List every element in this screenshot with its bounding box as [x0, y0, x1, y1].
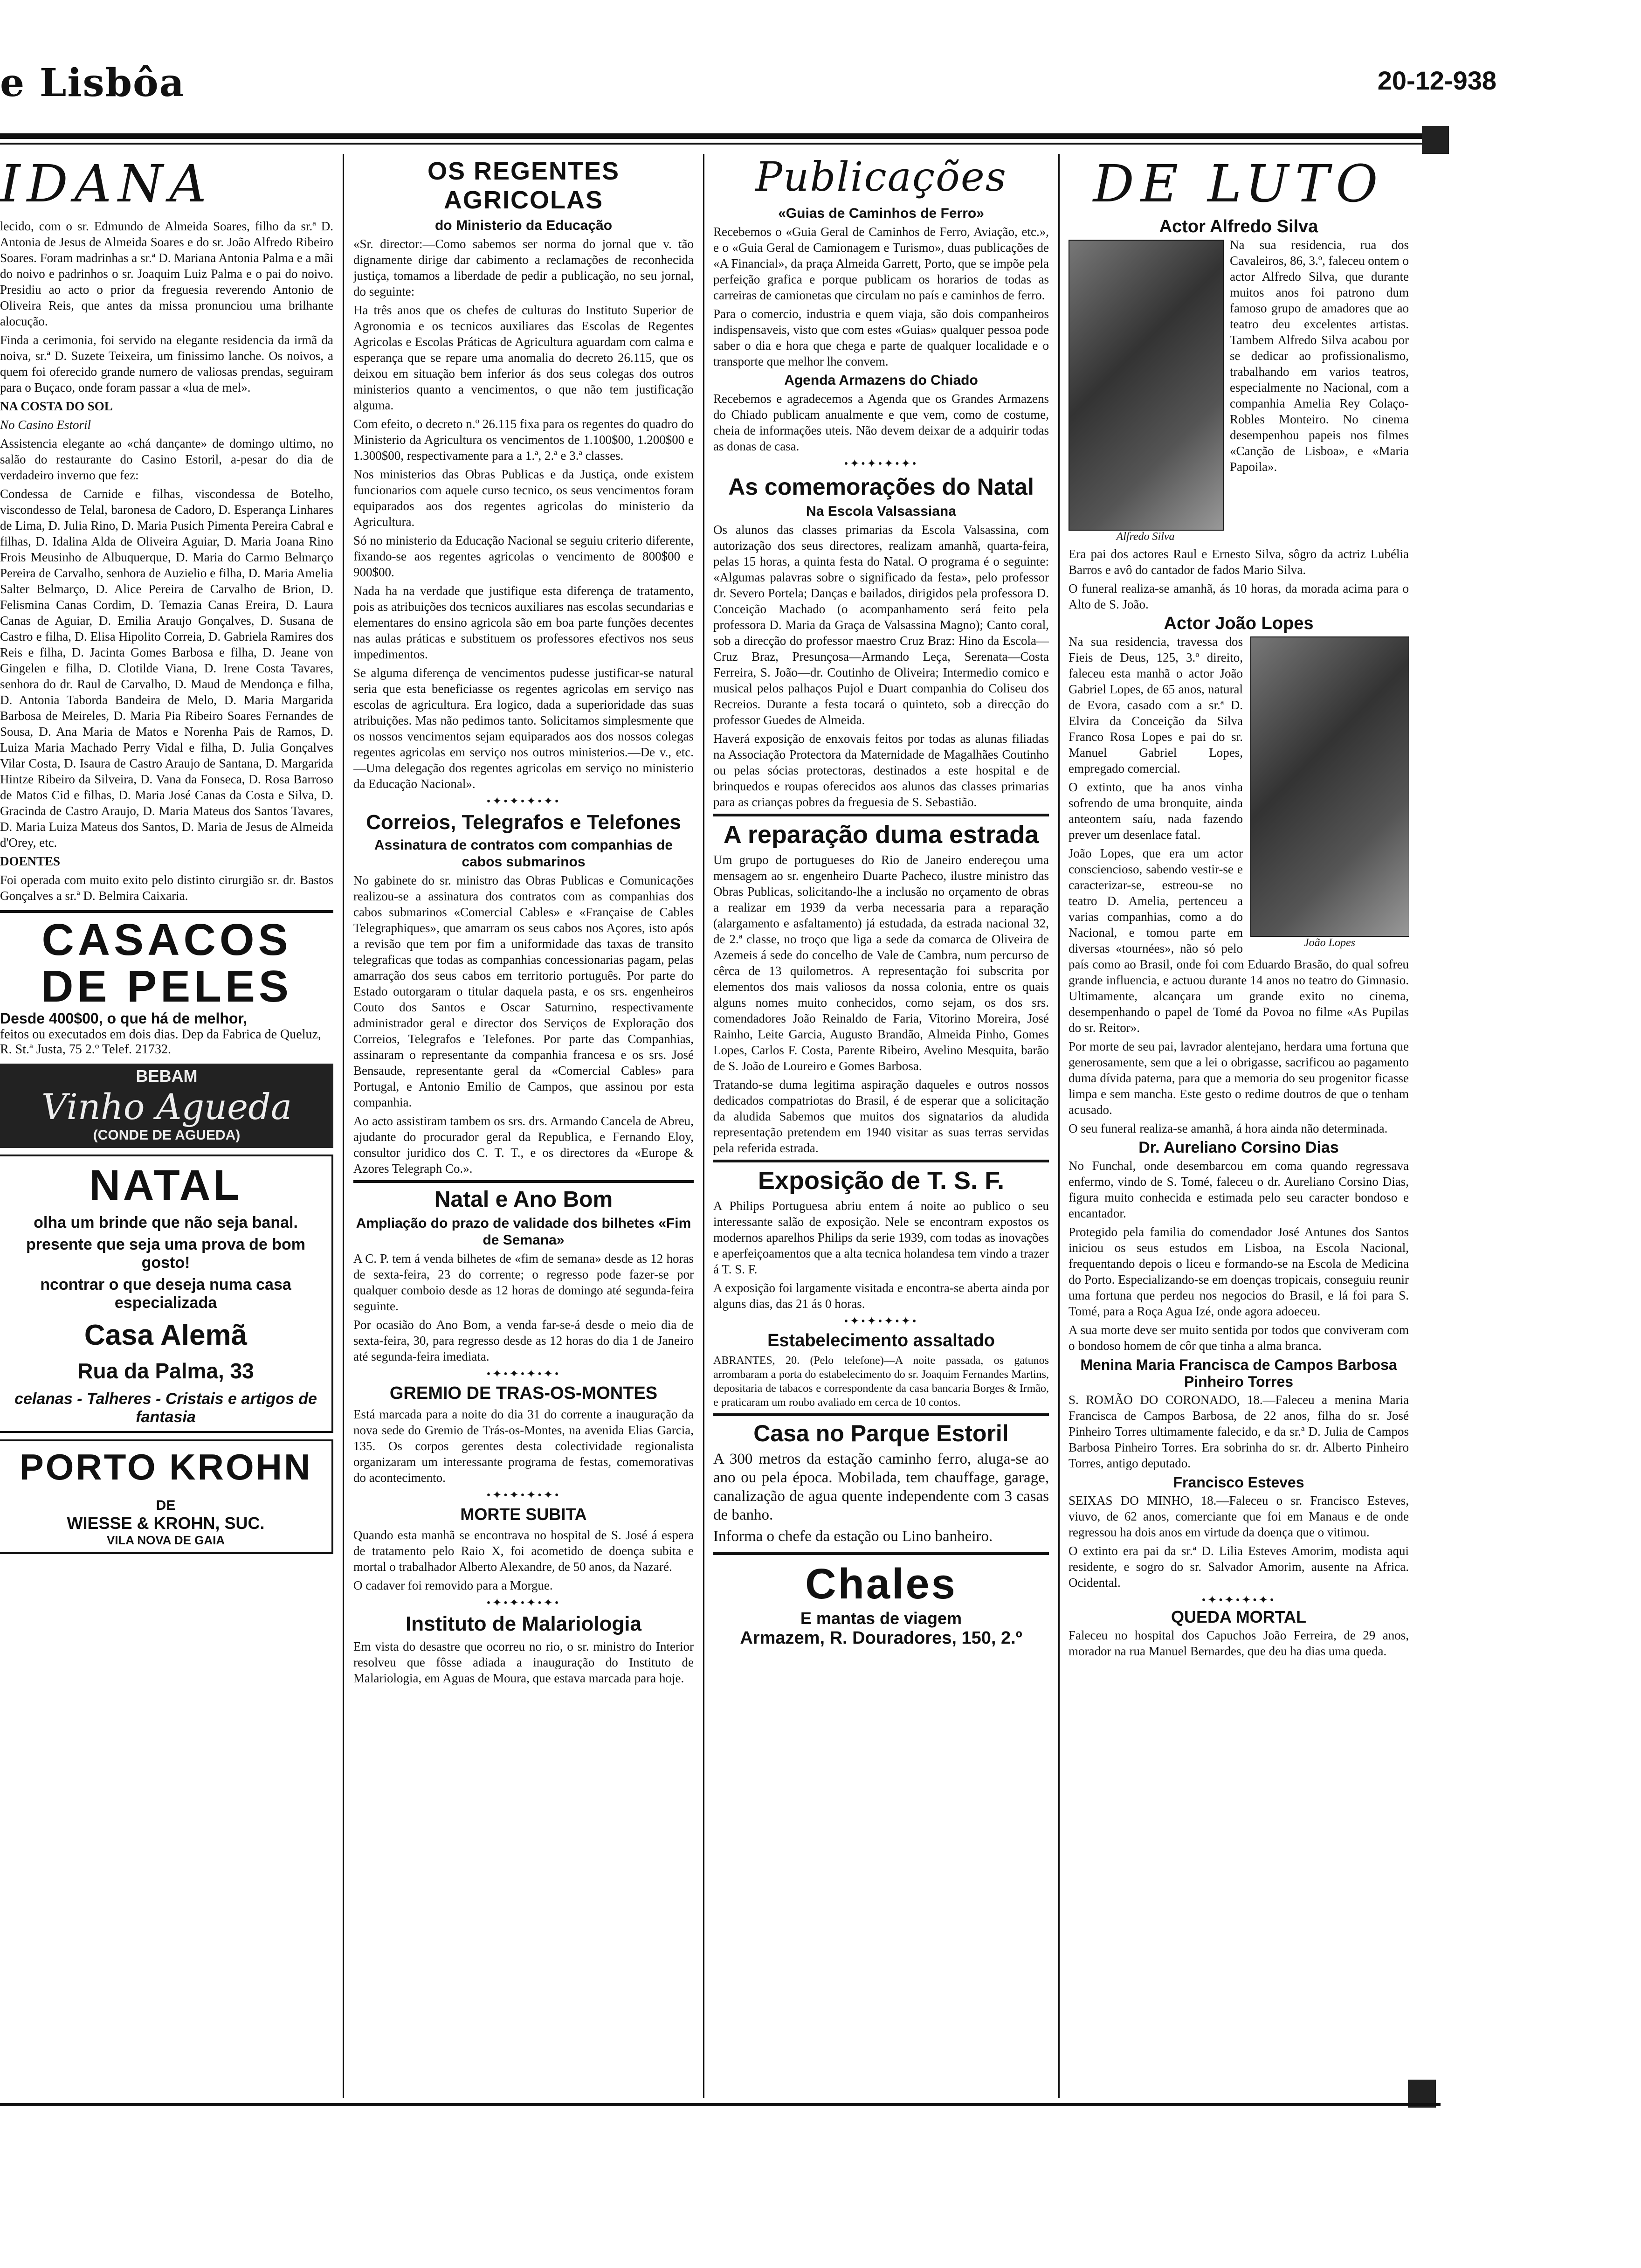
divider	[713, 814, 1049, 816]
paragraph: Era pai dos actores Raul e Ernesto Silva, sôgro da actriz Lubélia Barros e avô do cantador de fados Mario Silva.	[1069, 547, 1409, 577]
paragraph: Informa o chefe da estação ou Lino banheiro.	[713, 1528, 993, 1545]
portrait-image	[1250, 636, 1409, 937]
article-title: Correios, Telegrafos e Telefones	[366, 811, 681, 834]
ornament-divider: •✦•✦•✦•✦•	[486, 1489, 561, 1501]
ornament-divider: •✦•✦•✦•✦•	[486, 1368, 561, 1380]
paragraph: Quando esta manhã se encontrava no hospital de S. José á espera de tratamento pelo Raio X, foi acometido de doença subita e mortal o trabalhador Alberto Alexandre, de 50 anos, da Nazaré.	[353, 1528, 694, 1574]
masthead-title: e Lisbôa	[0, 61, 185, 105]
article-title: Menina Maria Francisca de Campos Barbosa Pinheiro Torres	[1080, 1356, 1397, 1390]
paragraph: Se alguma diferença de vencimentos pudesse justificar-se natural seria que esta beneficiasse os regentes agricolas em serviço nas escolas de agricultura. Era logico, dada a superioridade das suas atribuições. Mas não pedimos tanto. Solicitamos simplesmente que os nossos vencimentos sejam equiparados aos dos nossos colegas regentes agricolas em serviço nos outros ministerios.—De v., etc.—Uma delegação dos regentes agricolas em serviço no ministerio da Educação Nacional».	[353, 666, 694, 791]
column-4	[1069, 154, 1409, 2098]
article-title: «Guias de Caminhos de Ferro»	[778, 206, 984, 221]
paragraph: Protegido pela familia do comendador José Antunes dos Santos iniciou os seus estudos em Lisboa, na Escola Nacional, frequentando depois o liceu e formando-se na Escola de Medicina do Porto. Especializando-se em doenças tropicais, conseguiu reunir uma fortuna que perdeu nos negocios do Brasil, e lá foi para S. Tomé, para a Roça Agua Izé, onde agora adoeceu.	[1069, 1225, 1409, 1318]
paragraph: Em vista do desastre que ocorreu no rio, o sr. ministro do Interior resolveu que fôsse adiada a inauguração do Instituto de Malariologia, em Aguas de Moura, que estava marcada para hoje.	[353, 1639, 694, 1685]
ad-chales	[713, 1552, 1049, 1648]
paragraph: Ao acto assistiram tambem os srs. drs. Armando Cancela de Abreu, ajudante do procurador geral da Republica, e Fernando Eloy, consultor juridico dos C. T. T., e os directores da «Europe & Azores Telegraph Co.».	[353, 1114, 694, 1175]
ad-casacos-line2: DE PELES	[41, 961, 292, 1011]
ad-vinho-main: Vinho Agueda	[41, 1086, 292, 1127]
subheading-italic: No Casino Estoril	[0, 418, 91, 432]
divider	[713, 1160, 1049, 1162]
section-heading: DE LUTO	[1093, 154, 1385, 214]
paragraph: Na sua residencia, travessa dos Fieis de Deus, 125, 3.º direito, faleceu esta manhã o actor João Gabriel Lopes, de 65 anos, natural de Evora, casado com a sr.ª D. Elvira da Conceição da Silva Franco Rosa Lopes e pai do sr. Manuel Gabriel Lopes, empregado comercial.	[1069, 635, 1243, 775]
column-2	[353, 154, 694, 2098]
article-title: As comemorações do Natal	[728, 474, 1034, 500]
paragraph: A exposição foi largamente visitada e encontra-se aberta ainda por alguns dias, das 21 ás 0 horas.	[713, 1281, 1049, 1311]
photo-alfredo	[1069, 240, 1222, 543]
column-rule	[343, 154, 344, 2098]
article-subtitle: Assinatura de contratos com companhias de cabos submarinos	[374, 837, 673, 870]
section-heading: IDANA	[0, 154, 213, 214]
ornament-divider: •✦•✦•✦•✦•	[1201, 1594, 1276, 1606]
ad-natal-goods: celanas - Talheres - Cristais e artigos de fantasia	[14, 1390, 317, 1426]
footer-rule	[0, 2103, 1441, 2106]
paragraph: Nos ministerios das Obras Publicas e da Justiça, onde existem funcionarios com aquele curso tecnico, os seus vencimentos foram equiparados aos dos regentes agricolas do ministerio da Agricultura.	[353, 467, 694, 529]
article-title: GREMIO DE TRAS-OS-MONTES	[389, 1383, 658, 1403]
ornament-divider: •✦•✦•✦•✦•	[844, 458, 918, 470]
paragraph: Faleceu no hospital dos Capuchos João Ferreira, de 29 anos, morador na rua Manuel Bernardes, que deu ha dias uma queda.	[1069, 1628, 1409, 1658]
ad-porto-de: DE	[156, 1498, 176, 1513]
paragraph: Condessa de Carnide e filhas, viscondessa de Botelho, viscondesso de Telal, baronesa de Cadoro, D. Esperança Linhares de Lima, D. Julia Rino, D. Maria Pusich Pimenta Pereira Cabral e filhas, D. Idalina Alda de Oliveira Aguiar, D. Maria Joana Rino Frois Meusinho de Albuquerque, D. Maria do Carmo Belmarço Pereira de Carvalho, senhora de Auzielio e filha, D. Maria Amelia Salter Belmarço, D. Alice Pereira de Carvalho de Brion, D. Felismina Canas Cordim, D. Temazia Canas Ereira, D. Laura Canas de Aguiar, D. Emilia Araujo Gonçalves, D. Susana de Castro e filha, D. Elisa Hipolito Correia, D. Gabriela Ramires dos Reis e filha, D. Jacinta Gomes Barbosa e filha, D. Jeane von Gingelen e filha, D. Clotilde Viana, D. Irene Costa Tavares, senhora do dr. Raul de Carvalho, D. Maud de Mendonça e filha, D. Antonia Taborda Bandeira de Melo, D. Maria Margarida Barbosa de Meireles, D. Maria Pia Ribeiro Soares Fernandes de Sousa, D. Ana Maria de Matos e Norenha Pais de Ramos, D. Luiza Maria Machado Perry Vidal e filha, D. Julia Gonçalves Vilar Costa, D. Isaura de Castro Araujo de Santana, D. Margarida Hintze Ribeiro da Silveira, D. Vana da Fonseca, D. Rosa Barroso de Matos Cid e filhas, D. Maria José Canas da Costa e Silva, D. Gracinda de Castro Araujo, D. Maria Mateus dos Santos Tavares, D. Maria Luiza Mateus dos Santos, D. Maria de Jesus de Almeida d'Orey, etc.	[0, 487, 333, 850]
paragraph: No gabinete do sr. ministro das Obras Publicas e Comunicações realizou-se a assinatura dos contratos com as companhias dos cabos submarinos «Comercial Cables» e «Française de Cables Telegraphiques», que amarram os seus cabos nos Açores, isto após a revisão que tem por fim a uniformidade das taxas de transito telegraficas que todas as companhias concessionarias pagam, pelas amarração dos seus cabos em territorio português. Por parte do Estado outorgaram o titular daquela pasta, e os srs. engenheiros Couto dos Santos e Oscar Saturnino, respectivamente administrador geral e director dos Serviços de Exploração dos Correios, Telegrafos e Telefones. Por parte das Companhias, assinaram o representante da companhia francesa e os srs. José Bensaude, representante geral da «Comercial Cables» para Portugal, e Antonio Emilio de Campos, que assinou por esta companhia.	[353, 873, 694, 1109]
paragraph: Recebemos o «Guia Geral de Caminhos de Ferro, Aviação, etc.», e o «Guia Geral de Camionagem e Turismo», duas publicações de «A Financial», da praça Almeida Garrett, Porto, que se impõe pela perfeição grafica e porque publicam os horarios de todas as carreiras de camionetas que circulam no país e caminhos de ferro.	[713, 225, 1049, 302]
ad-natal-line: olha um brinde que não seja banal.	[34, 1214, 298, 1231]
paragraph: SEIXAS DO MINHO, 18.—Faleceu o sr. Francisco Esteves, viuvo, de 62 anos, comerciante que foi em Manaus e de onde regressou ha dois anos em virtude da doença que o vitimou.	[1069, 1494, 1409, 1539]
ad-natal-line: ncontrar o que deseja numa casa especializada	[40, 1276, 291, 1312]
photo-caption: João Lopes	[1304, 937, 1355, 949]
paragraph: Assistencia elegante ao «chá dançante» de domingo ultimo, no salão do restaurante do Casino Estoril, a-pesar do dia de verdadeiro inverno que fez:	[0, 436, 333, 482]
paragraph: Um grupo de portugueses do Rio de Janeiro endereçou uma mensagem ao sr. engenheiro Duarte Pacheco, ilustre ministro das Obras Publicas, solicitando-lhe a inclusão no orçamento de obras a realizar em 1939 da verba necessaria para a reparação (alargamento e asfaltamento) já estudada, da estrada nacional 32, de 2.ª classe, no troço que liga a sede da comarca de Oliveira de Azemeis á sede do concelho de Vale de Cambra, num percurso de cêrca de 13 quilometros. A representação foi subscrita por elementos dos mais valiosos da nossa colonia, entre os quais alguns nomes muito conhecidos, como sejam, os dos srs. comendadores João Reinaldo de Faria, Vitorino Moreira, José Rainho, Leite Garcia, Augusto Brandão, Almeida Pinho, Gomes Lopes, Carlos F. Costa, Parente Ribeiro, Avelino Mesquita, barão de S. João de Loureiro e Gomes Barbosa.	[713, 853, 1049, 1073]
article-title: Casa no Parque Estoril	[753, 1420, 1009, 1446]
article-subtitle: Na Escola Valsassiana	[806, 504, 956, 519]
ad-natal-street: Rua da Palma, 33	[77, 1359, 254, 1383]
paragraph: João Lopes, que era um actor consciencioso, sabendo vestir-se e caracterizar-se, estreou-se no teatro D. Amelia, pertenceu a varias companhias, como a do Nacional, e tomou parte em diversas «tournées», não só pelo país como ao Brasil, onde foi com Eduardo Brasão, do qual sofreu grande influencia, e actuou durante 14 anos no teatro do Gimnasio. Ultimamente, alcançara um grande exito no cinema, desempenhando o papel de Tomé da Povoa no filme «As Pupilas do sr. Reitor».	[1069, 846, 1409, 1035]
paragraph: A C. P. tem á venda bilhetes de «fim de semana» desde as 12 horas de sexta-feira, 23 do corrente; o regresso pode fazer-se por qualquer comboio desde as 12 horas de domingo até segunda-feira seguinte.	[353, 1252, 694, 1313]
ad-chales-sub: E mantas de viagem	[800, 1609, 962, 1628]
paragraph: A Philips Portuguesa abriu entem á noite ao publico o seu interessante salão de exposição. Nele se encontram expostos os modernos aparelhos Philips da serie 1939, com todas as inovações e aperfeiçoamentos que a alta tecnica holandesa tem vindo a trazer á T. S. F.	[713, 1199, 1049, 1276]
paragraph: Ha três anos que os chefes de culturas do Instituto Superior de Agronomia e os tecnicos auxiliares das Escolas de Regentes Agricolas e Escolas Práticas de Agricultura aguardam com calma e esperança que se repare uma anomalia do decreto 26.115, que os deixou em situação bem inferior ás dos seus colegas dos outros ministerios quanto a vencimentos, o que não tem justificação alguma.	[353, 303, 694, 412]
ornament-divider: •✦•✦•✦•✦•	[486, 1597, 561, 1609]
article-title: Natal e Ano Bom	[434, 1187, 613, 1212]
paragraph: Está marcada para a noite do dia 31 do corrente a inauguração da nova sede do Gremio de Trás-os-Montes, na avenida Elias Garcia, 135. Os corpos gerentes desta colectividade regionalista organizaram um interessante programa de festas, comemorativas do acontecimento.	[353, 1407, 694, 1485]
header-rule-thin	[0, 143, 1441, 145]
paragraph: A sua morte deve ser muito sentida por todos que conviveram com o bondoso homem de côr que tinha a alma branca.	[1069, 1323, 1409, 1353]
paragraph: Haverá exposição de enxovais feitos por todas as alunas filiadas na Associação Protectora da Maternidade de Magalhães Coutinho ou pelas sócias protectoras, destinados a este hospital e de brinquedos e roupas oferecidos aos alunos das classes primarias para as crianças pobres da freguesia de S. Sebastião.	[713, 732, 1049, 809]
article-title: Estabelecimento assaltado	[767, 1331, 995, 1350]
subheading: NA COSTA DO SOL	[0, 399, 113, 413]
photo-caption: Alfredo Silva	[1116, 531, 1175, 543]
header-rule	[0, 133, 1441, 139]
subheading: DOENTES	[0, 854, 61, 868]
column-rule	[703, 154, 704, 2098]
paragraph: Foi operada com muito exito pelo distinto cirurgião sr. dr. Bastos Gonçalves a sr.ª D. Belmira Caixaria.	[0, 873, 333, 903]
paragraph: Com efeito, o decreto n.º 26.115 fixa para os regentes do quadro do Ministerio da Agricultura os vencimentos de 1.100$00, 1.200$00 e 1.300$00, respectivamente para a 1.ª, 2.ª e 3.ª classes.	[353, 417, 694, 463]
portrait-image	[1069, 240, 1224, 531]
photo-joao	[1250, 636, 1409, 949]
paragraph: Por ocasião do Ano Bom, a venda far-se-á desde o meio dia de sexta-feira, 30, para regresso desde as 12 horas do dia 1 de Janeiro até segunda-feira imediata.	[353, 1318, 694, 1363]
paragraph: Tratando-se duma legitima aspiração daqueles e outros nossos dedicados compatriotas do Brasil, é de esperar que a solicitação da aludida Sabemos que muitos dos signatarios da aludida representação pretendem em 1940 visitar as suas terras servidas pela referida estrada.	[713, 1078, 1049, 1155]
ad-porto-firm: WIESSE & KROHN, SUC.	[67, 1514, 265, 1533]
article-title: Actor João Lopes	[1164, 614, 1314, 633]
ad-natal-line: presente que seja uma prova de bom gosto!	[26, 1236, 305, 1272]
ad-casacos-price: Desde 400$00, o que há de melhor,	[0, 1010, 247, 1027]
ad-natal	[0, 1155, 333, 1433]
ornament-divider: •✦•✦•✦•✦•	[486, 795, 561, 808]
paragraph: O funeral realiza-se amanhã, ás 10 horas, da morada acima para o Alto de S. João.	[1069, 581, 1409, 611]
article-title: Exposição de T. S. F.	[758, 1167, 1005, 1195]
ad-vinho-bottom: (CONDE DE AGUEDA)	[93, 1127, 241, 1143]
ad-casacos-line1: CASACOS	[41, 915, 292, 965]
paragraph: Na sua residencia, rua dos Cavaleiros, 86, 3.º, faleceu ontem o actor Alfredo Silva, que durante muitos anos foi patrono dum famoso grupo de amadores que ao teatro deu excelentes artistas. Tambem Alfredo Silva acabou por se dedicar ao profissionalismo, trabalhando em varios teatros, especialmente no Nacional, com a companhia Amelia Rey Colaço-Robles Monteiro. No cinema desempenhou papeis nos filmes «Canção de Lisboa», e «Maria Papoila».	[1230, 238, 1409, 474]
ad-chales-address: Armazem, R. Douradores, 150, 2.º	[740, 1628, 1022, 1648]
ad-porto-town: VILA NOVA DE GAIA	[106, 1533, 225, 1547]
paragraph: O extinto era pai da sr.ª D. Lilia Esteves Amorim, modista aqui residente, e sogro do sr. Salvador Amorim, ausente na Africa. Ocidental.	[1069, 1544, 1409, 1590]
paragraph: Por morte de seu pai, lavrador alentejano, herdara uma fortuna que generosamente, sem que a lei o obrigasse, sacrificou ao pagamento duma dívida paterna, para que a memoria do seu progenitor ficasse limpa e sem mancha. Este gesto o redime doutros de que o tenham acusado.	[1069, 1039, 1409, 1117]
ad-chales-title: Chales	[805, 1560, 957, 1608]
paragraph: O seu funeral realiza-se amanhã, á hora ainda não determinada.	[1069, 1121, 1388, 1135]
column-1	[0, 154, 333, 2098]
divider	[353, 1180, 694, 1183]
article-subtitle: do Ministerio da Educação	[434, 218, 613, 233]
column-3	[713, 154, 1049, 2098]
article-title: Agenda Armazens do Chiado	[784, 373, 978, 388]
article-title: OS REGENTES AGRICOLAS	[427, 157, 620, 214]
column-rule	[1058, 154, 1060, 2098]
paragraph: S. ROMÃO DO CORONADO, 18.—Faleceu a menina Maria Francisca de Campos Barbosa, de 22 anos, filha do sr. José Pinheiro Torres ultimamente falecido, e da sr.ª D. Julia de Campos Barbosa Pinheiro Torres. Era sobrinha do sr. dr. Alberto Pinheiro Torres, antigo deputado.	[1069, 1393, 1409, 1470]
corner-ornament-top	[1422, 126, 1449, 154]
paragraph: ABRANTES, 20. (Pelo telefone)—A noite passada, os gatunos arrombaram a porta do estabelecimento do sr. Joaquim Fernandes Martins, depositaria de tabacos e correspondente da casa bancaria Borges & Irmão, e praticaram um roubo avaliado em cerca de 10 contos.	[713, 1355, 1049, 1409]
paragraph: Os alunos das classes primarias da Escola Valsassina, com autorização dos seus directores, realizam amanhã, quarta-feira, pelas 15 horas, a quinta festa do Natal. O programa é o seguinte: «Algumas palavras sobre o significado da festa», pelo professor dr. Severo Portela; Danças e bailados, dirigidos pela professora D. Conceição Machado (o acompanhamento será feito pela professora D. Maria da Graça de Valsassina Magno); Canto coral, sob a direcção do professor maestro Cruz Braz: Hino da Escola— Cruz Braz, Presunçosa—Armando Leça, Serenata—Costa Ferreira, S. João—dr. Coutinho de Oliveira; Intermedio comico e musical pelos palhaços Pujol e Duart companhia do Coliseu dos Recreios. Durante a festa tocará o quinteto, sob a direcção do professor Guedes de Almeida.	[713, 523, 1049, 727]
section-heading: Publicações	[755, 154, 1007, 201]
paragraph: A 300 metros da estação caminho ferro, aluga-se ao ano ou pela época. Mobilada, tem chauffage, garage, canalização de agua quente independente com 3 casas de banho.	[713, 1451, 1049, 1523]
ad-porto-title: PORTO KROHN	[19, 1446, 312, 1487]
paragraph: Para o comercio, industria e quem viaja, são dois companheiros indispensaveis, visto que com estes «Guias» qualquer pessoa pode saber o dia e hora que chega e parte de qualquer localidade e o transporte que melhor lhe convem.	[713, 307, 1049, 368]
ad-casacos	[0, 910, 333, 1057]
divider	[713, 1413, 1049, 1416]
ad-natal-title: NATAL	[89, 1162, 242, 1209]
article-subtitle: Ampliação do prazo de validade dos bilhetes «Fim de Semana»	[356, 1216, 691, 1248]
paragraph: lecido, com o sr. Edmundo de Almeida Soares, filho da sr.ª D. Antonia de Jesus de Almeida Soares e do sr. João Alfredo Ribeiro Soares. Foram madrinhas a sr.ª D. Mariana Antonia Palma e a mãi do noivo e padrinhos o sr. Joaquim Luiz Palma e o pai do noivo. Presidiu ao acto o prior da freguesia reverendo Antonio de Oliveira Reis, que antes da missa pronunciou uma brilhante alocução.	[0, 219, 333, 328]
paragraph: O extinto, que ha anos vinha sofrendo de uma bronquite, ainda anteontem saíu, nada fazendo prever um desenlace fatal.	[1069, 780, 1243, 842]
paragraph: Nada ha na verdade que justifique esta diferença de tratamento, pois as atribuições dos tecnicos auxiliares nas escolas secundarias e elementares do ensino agricola são em boa parte funções decentes nas aulas práticas e substituem os professores efectivos nos seus impedimentos.	[353, 584, 694, 661]
ad-natal-shop: Casa Alemã	[84, 1319, 248, 1351]
paragraph: «Sr. director:—Como sabemos ser norma do jornal que v. tão dignamente dirige dar cabimento a reclamações de reconhecida justiça, tomamos a liberdade de pedir a publicação, no seu jornal, do seguinte:	[353, 237, 694, 298]
ad-porto	[0, 1439, 333, 1554]
ad-vinho-top: BEBAM	[136, 1066, 198, 1086]
ad-casacos-text: feitos ou executados em dois dias. Dep da Fabrica de Queluz, R. St.ª Justa, 75 2.º Telef. 21732.	[0, 1027, 321, 1057]
article-title: QUEDA MORTAL	[1171, 1607, 1306, 1626]
article-title: MORTE SUBITA	[460, 1505, 587, 1524]
ad-vinho	[0, 1064, 333, 1148]
article-title: Instituto de Malariologia	[405, 1612, 642, 1635]
article-title: Francisco Esteves	[1173, 1474, 1304, 1491]
paragraph: Finda a cerimonia, foi servido na elegante residencia da irmã da noiva, sr.ª D. Suzete Teixeira, um finissimo lanche. Os noivos, a quem foi oferecido grande numero de valiosas prendas, seguiram para o Buçaco, onde foram passar a «lua de mel».	[0, 333, 333, 394]
masthead-date: 20-12-938	[1377, 66, 1496, 95]
paragraph: O cadaver foi removido para a Morgue.	[353, 1578, 553, 1592]
paragraph: No Funchal, onde desembarcou em coma quando regressava enfermo, vindo de S. Tomé, faleceu o dr. Aureliano Corsino Dias, figura muito conhecida e estimada pelo seu caracter bondoso e encantador.	[1069, 1159, 1409, 1220]
paragraph: Só no ministerio da Educação Nacional se seguiu criterio diferente, fixando-se aos regentes agricolas o vencimento de 800$00 e 900$00.	[353, 533, 694, 579]
article-title: Actor Alfredo Silva	[1159, 217, 1318, 236]
ornament-divider: •✦•✦•✦•✦•	[844, 1315, 918, 1328]
article-title: A reparação duma estrada	[723, 821, 1039, 849]
article-title: Dr. Aureliano Corsino Dias	[1138, 1139, 1339, 1156]
paragraph: Recebemos e agradecemos a Agenda que os Grandes Armazens do Chiado publicam anualmente e que vem, como de costume, cheia de informações uteis. Não devem deixar de a adquirir todas as donas de casa.	[713, 392, 1049, 453]
